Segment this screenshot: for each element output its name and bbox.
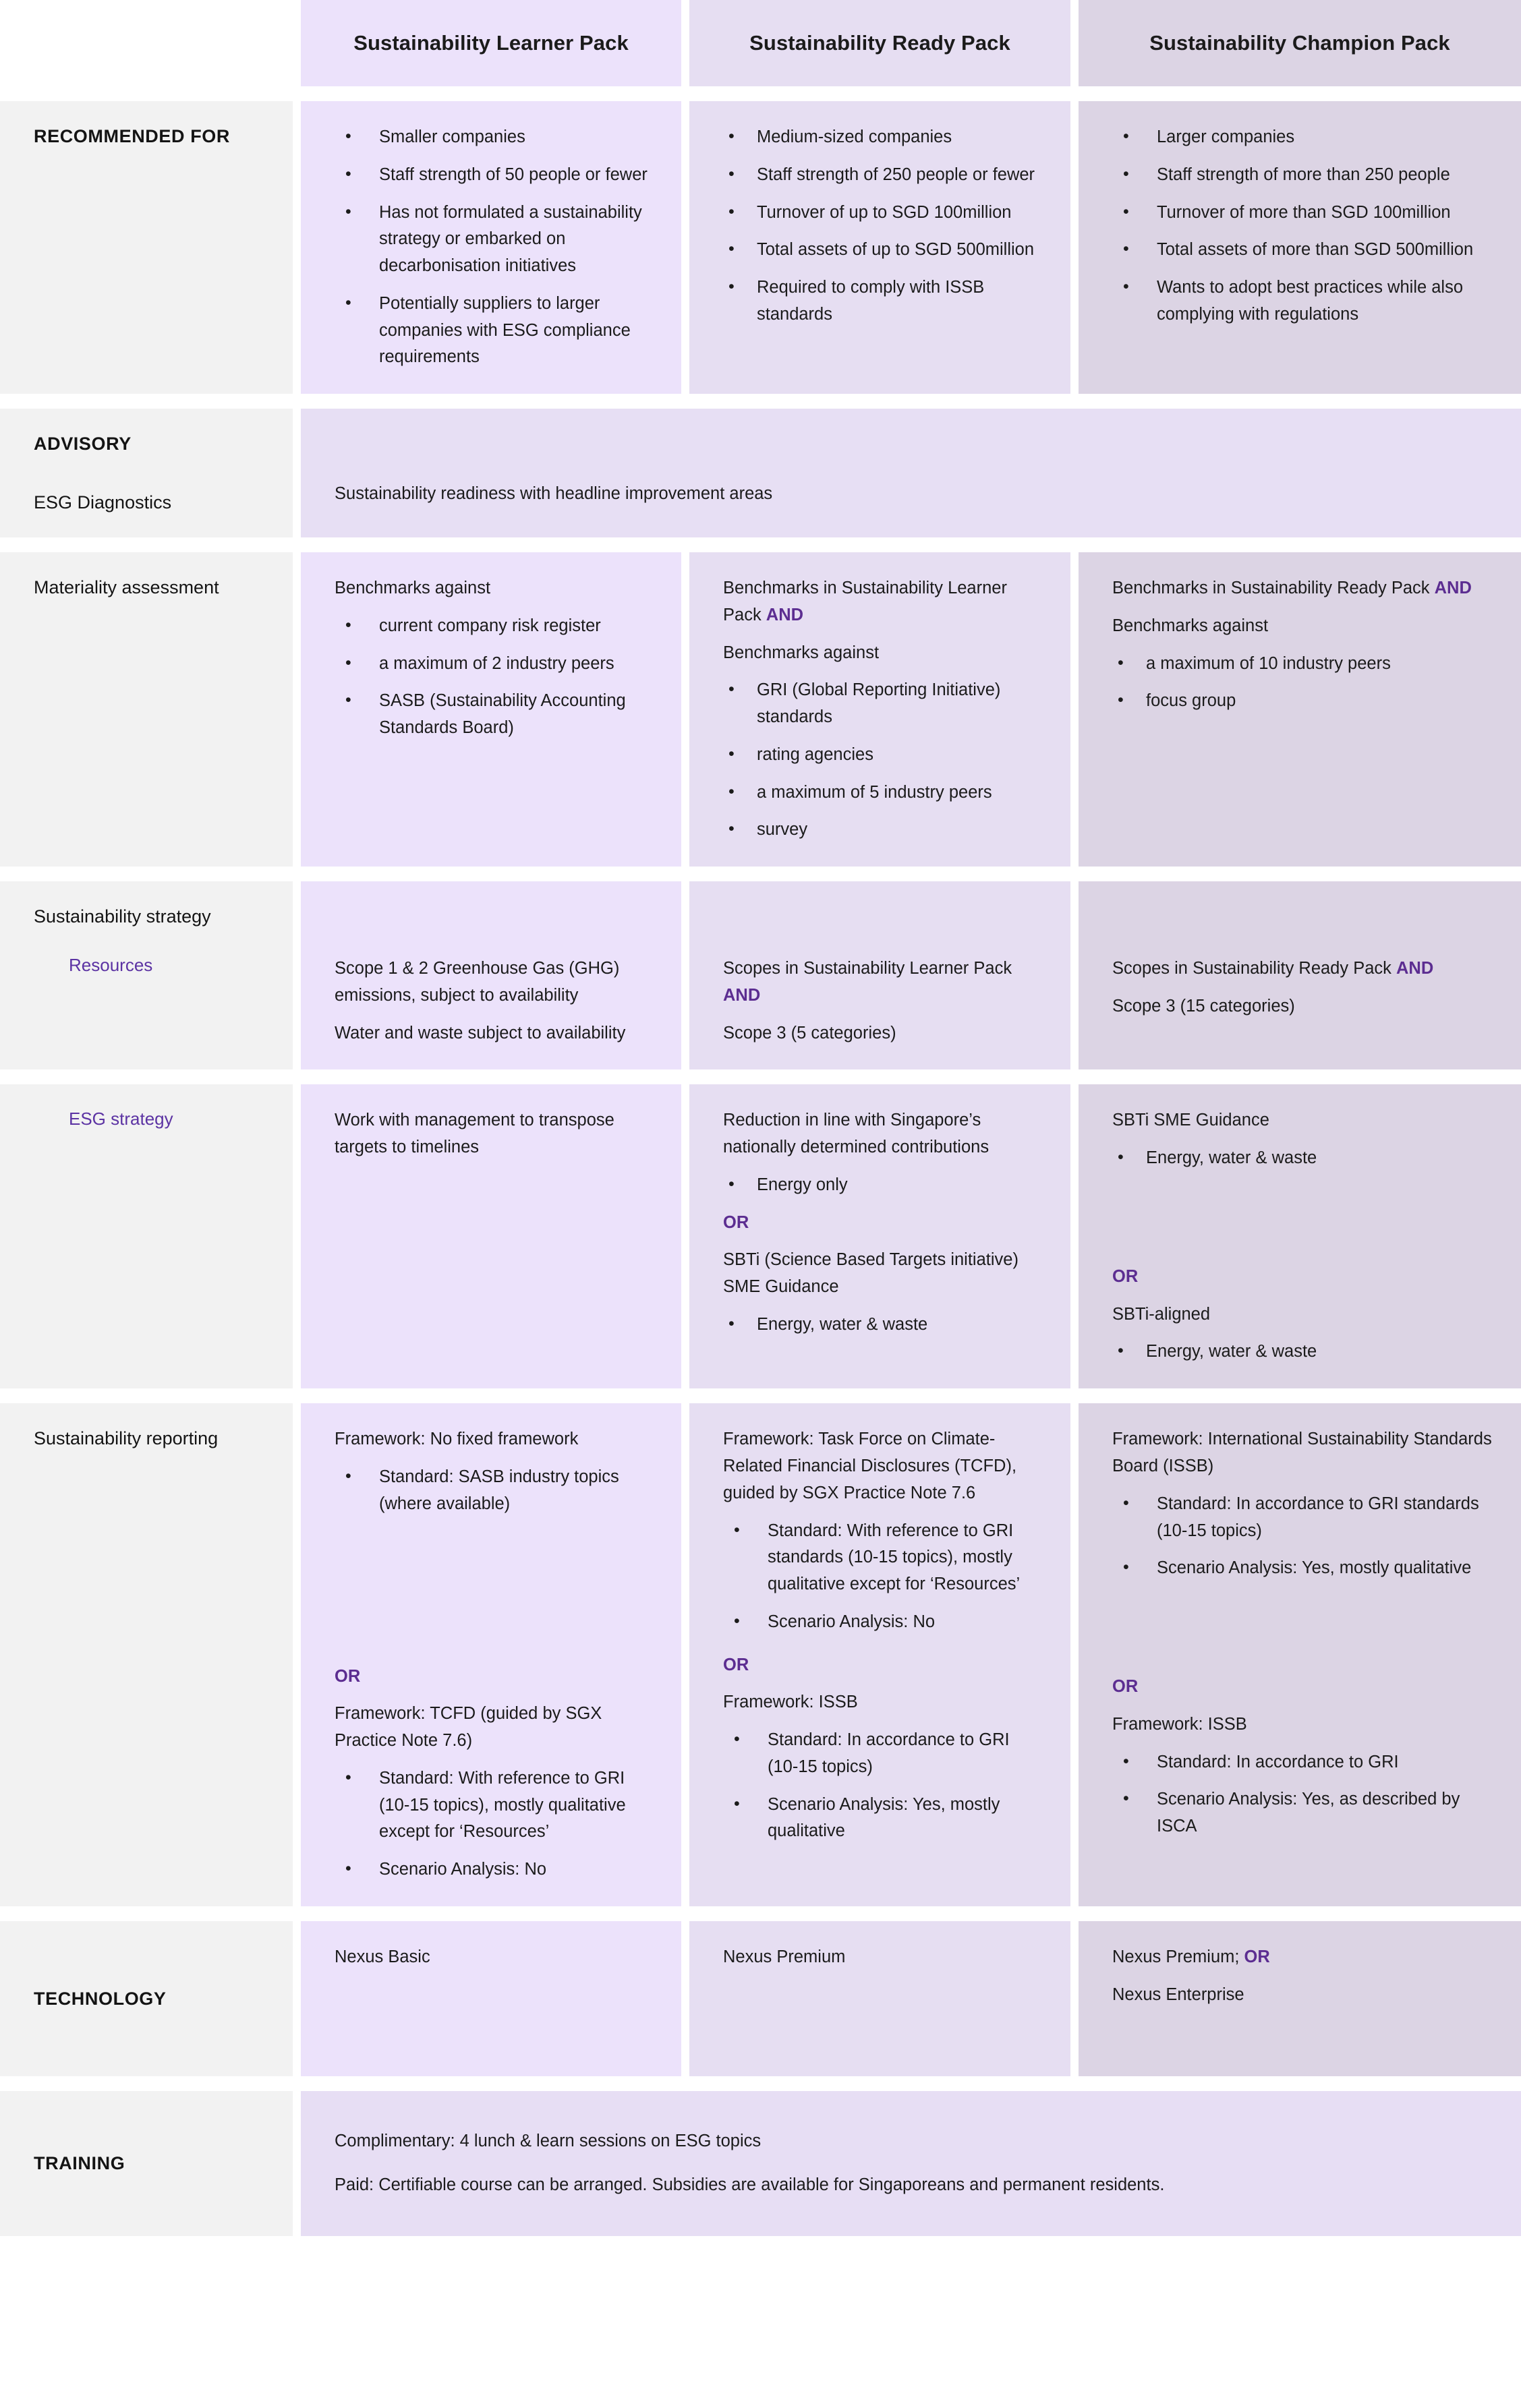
bullet-list [723, 124, 1042, 328]
list-item: • Standard: In accordance to GRI (10-15 topics) [723, 1727, 1042, 1781]
framework-line: Framework: International Sustainability Standards Board (ISSB) [1112, 1430, 1492, 1476]
row-technology [0, 1921, 1521, 2076]
cell-materiality-learner [301, 552, 681, 867]
cell-technology-ready [689, 1921, 1070, 2076]
label-text: TECHNOLOGY [34, 1988, 167, 2009]
paragraph: Nexus Basic [335, 1947, 430, 1966]
spacer [335, 1529, 653, 1664]
reference-prefix: Scopes in Sustainability Learner Pack [723, 959, 1012, 978]
bullet-list [723, 677, 1042, 844]
row-advisory [0, 409, 1521, 537]
list-item: • Scenario Analysis: Yes, mostly qualitative [1112, 1555, 1493, 1582]
paragraph: Nexus Premium [723, 1947, 846, 1966]
paragraph: Scope 3 (5 categories) [723, 1023, 896, 1043]
row-materiality-assessment [0, 552, 1521, 867]
cell-recommended-champion [1079, 101, 1521, 394]
pack-title-learner: Sustainability Learner Pack [353, 31, 629, 55]
row-recommended-for [0, 101, 1521, 394]
label-text: Sustainability reporting [34, 1428, 219, 1449]
paragraph: Work with management to transpose targets to timelines [335, 1111, 614, 1157]
training-line-complimentary: Complimentary: 4 lunch & learn sessions on ESG topics [335, 2131, 762, 2150]
paragraph: Scope 3 (15 categories) [1112, 996, 1295, 1016]
intro-text: Benchmarks against [723, 643, 880, 662]
bullet-list [723, 1312, 1042, 1339]
and-keyword: AND [1396, 959, 1434, 978]
row-label-materiality [0, 552, 293, 867]
list-item: • Scenario Analysis: Yes, as described by ISCA [1112, 1786, 1493, 1840]
bullet-list [1112, 651, 1493, 715]
list-item: • Energy, water & waste [723, 1312, 1042, 1339]
section-label-advisory: ADVISORY [34, 434, 132, 454]
reference-line [1112, 956, 1493, 982]
cell-training-all-packs [301, 2091, 1521, 2236]
header-pack-champion [1079, 0, 1521, 86]
paragraph: Water and waste subject to availability [335, 1023, 626, 1043]
intro-text: Benchmarks against [335, 579, 491, 597]
list-item: • Energy only [723, 1172, 1042, 1199]
bullet-list [1112, 1339, 1493, 1365]
bullet-list [1112, 1491, 1493, 1582]
bullet-list [335, 613, 653, 742]
list-item: • Turnover of up to SGD 100million [723, 200, 1042, 227]
reference-prefix: Benchmarks in Sustainability Ready Pack [1112, 579, 1435, 597]
cell-resources-champion [1079, 881, 1521, 1069]
framework-line: Framework: ISSB [1112, 1714, 1247, 1734]
list-item: • Staff strength of 250 people or fewer [723, 162, 1042, 189]
reference-line [723, 956, 1042, 1009]
row-sustainability-reporting [0, 1403, 1521, 1906]
list-item: • a maximum of 10 industry peers [1112, 651, 1493, 678]
cell-reporting-ready [689, 1403, 1070, 1906]
reference-line [723, 575, 1042, 629]
framework-line: Framework: No fixed framework [335, 1430, 579, 1449]
cell-technology-champion [1079, 1921, 1521, 2076]
cell-esg-strategy-ready [689, 1084, 1070, 1388]
list-item: • Total assets of more than SGD 500million [1112, 237, 1493, 264]
list-item: • survey [723, 817, 1042, 844]
framework-line: Framework: TCFD (guided by SGX Practice Note 7.6) [335, 1704, 602, 1751]
framework-line: Framework: ISSB [723, 1693, 858, 1712]
list-item: • current company risk register [335, 613, 653, 640]
list-item: • Total assets of up to SGD 500million [723, 237, 1042, 264]
framework-line: Framework: Task Force on Climate-Related Financial Disclosures (TCFD), guided by SGX Practice Note 7.6 [723, 1430, 1017, 1502]
header-pack-learner [301, 0, 681, 86]
cell-recommended-learner [301, 101, 681, 394]
header-blank-cell [0, 0, 293, 86]
list-item: • GRI (Global Reporting Initiative) standards [723, 677, 1042, 731]
row-label-esg-strategy [0, 1084, 293, 1388]
label-text: TRAINING [34, 2153, 125, 2174]
cell-technology-learner [301, 1921, 681, 2076]
bullet-list [723, 1727, 1042, 1845]
cell-reporting-learner [301, 1403, 681, 1906]
list-item: • Wants to adopt best practices while also complying with regulations [1112, 274, 1493, 328]
intro-text: Benchmarks against [1112, 616, 1269, 635]
bullet-list [1112, 1145, 1493, 1172]
or-keyword: OR [1112, 1677, 1139, 1697]
bullet-list [723, 1518, 1042, 1636]
row-training [0, 2091, 1521, 2236]
bullet-list [1112, 124, 1493, 328]
row-label-advisory [0, 409, 293, 537]
cell-esg-strategy-learner [301, 1084, 681, 1388]
row-label-strategy [0, 881, 293, 1069]
bullet-list [335, 1464, 653, 1518]
list-item: • Standard: With reference to GRI standards (10-15 topics), mostly qualitative except for ‘Resources’ [723, 1518, 1042, 1598]
row-label-training [0, 2091, 293, 2236]
label-text: Materiality assessment [34, 577, 219, 597]
list-item: • Energy, water & waste [1112, 1339, 1493, 1365]
list-item: • Staff strength of more than 250 people [1112, 162, 1493, 189]
cell-materiality-champion [1079, 552, 1521, 867]
pack-title-champion: Sustainability Champion Pack [1149, 31, 1450, 55]
list-item: • Potentially suppliers to larger companies with ESG compliance requirements [335, 291, 653, 371]
list-item: • Smaller companies [335, 124, 653, 151]
row-label-recommended-for [0, 101, 293, 394]
advisory-text: Sustainability readiness with headline improvement areas [335, 484, 773, 504]
sub-label-resources: Resources [69, 954, 153, 975]
label-text: Sustainability strategy [34, 906, 211, 927]
list-item: • Medium-sized companies [723, 124, 1042, 151]
label-esg-diagnostics: ESG Diagnostics [34, 492, 172, 512]
header-pack-ready [689, 0, 1070, 86]
or-keyword: OR [1112, 1266, 1139, 1286]
list-item: • focus group [1112, 688, 1493, 715]
list-item: • SASB (Sustainability Accounting Standards Board) [335, 688, 653, 742]
bullet-list [723, 1172, 1042, 1199]
intro-text: SBTi SME Guidance [1112, 1111, 1269, 1130]
list-item: • Scenario Analysis: No [723, 1609, 1042, 1636]
cell-resources-ready [689, 881, 1070, 1069]
or-keyword: OR [723, 1212, 749, 1232]
and-keyword: AND [766, 605, 804, 624]
list-item: • Turnover of more than SGD 100million [1112, 200, 1493, 227]
paragraph: Scope 1 & 2 Greenhouse Gas (GHG) emissions, subject to availability [335, 959, 620, 1005]
bullet-list [335, 1765, 653, 1883]
spacer [1112, 1593, 1493, 1674]
reference-line [1112, 575, 1493, 602]
row-label-reporting [0, 1403, 293, 1906]
intro-text: Reduction in line with Singapore’s nationally determined contributions [723, 1111, 989, 1157]
reference-prefix: Scopes in Sustainability Ready Pack [1112, 959, 1396, 978]
list-item: • Standard: In accordance to GRI standards (10-15 topics) [1112, 1491, 1493, 1545]
spacer [1112, 1183, 1493, 1264]
row-esg-strategy [0, 1084, 1521, 1388]
row-label-technology [0, 1921, 293, 2076]
list-item: • Has not formulated a sustainability strategy or embarked on decarbonisation initiatives [335, 200, 653, 280]
cell-resources-learner [301, 881, 681, 1069]
label-text: RECOMMENDED FOR [34, 126, 230, 146]
list-item: • Standard: SASB industry topics (where available) [335, 1464, 653, 1518]
paragraph: SBTi (Science Based Targets initiative) SME Guidance [723, 1250, 1018, 1297]
paragraph [1112, 1944, 1493, 1971]
pack-title-ready: Sustainability Ready Pack [749, 31, 1010, 55]
paragraph: SBTi-aligned [1112, 1304, 1211, 1324]
or-keyword: OR [335, 1666, 361, 1686]
list-item: • rating agencies [723, 742, 1042, 769]
list-item: • Scenario Analysis: Yes, mostly qualitative [723, 1792, 1042, 1846]
list-item: • Required to comply with ISSB standards [723, 274, 1042, 328]
paragraph: Nexus Enterprise [1112, 1985, 1244, 2004]
and-keyword: AND [723, 985, 761, 1005]
sub-label-esg-strategy: ESG strategy [69, 1109, 173, 1129]
and-keyword: AND [1434, 579, 1472, 597]
bullet-list [335, 124, 653, 371]
cell-materiality-ready [689, 552, 1070, 867]
list-item: • Staff strength of 50 people or fewer [335, 162, 653, 189]
cell-advisory-all-packs [301, 409, 1521, 537]
list-item: • Standard: With reference to GRI (10-15 topics), mostly qualitative except for ‘Resources’ [335, 1765, 653, 1846]
technology-name: Nexus Premium; [1112, 1947, 1244, 1966]
list-item: • Scenario Analysis: No [335, 1856, 653, 1883]
table-header-row [0, 0, 1521, 86]
list-item: • a maximum of 2 industry peers [335, 651, 653, 678]
list-item: • Energy, water & waste [1112, 1145, 1493, 1172]
list-item: • Larger companies [1112, 124, 1493, 151]
cell-recommended-ready [689, 101, 1070, 394]
training-line-paid: Paid: Certifiable course can be arranged. Subsidies are available for Singaporeans and permanent residents. [335, 2175, 1165, 2195]
reference-prefix: Benchmarks in Sustainability Learner Pack [723, 579, 1007, 624]
or-keyword: OR [723, 1655, 749, 1674]
bullet-list [1112, 1749, 1493, 1840]
cell-reporting-champion [1079, 1403, 1521, 1906]
list-item: • a maximum of 5 industry peers [723, 780, 1042, 806]
cell-esg-strategy-champion [1079, 1084, 1521, 1388]
or-keyword: OR [1244, 1947, 1270, 1966]
row-sustainability-strategy-resources [0, 881, 1521, 1069]
list-item: • Standard: In accordance to GRI [1112, 1749, 1493, 1776]
